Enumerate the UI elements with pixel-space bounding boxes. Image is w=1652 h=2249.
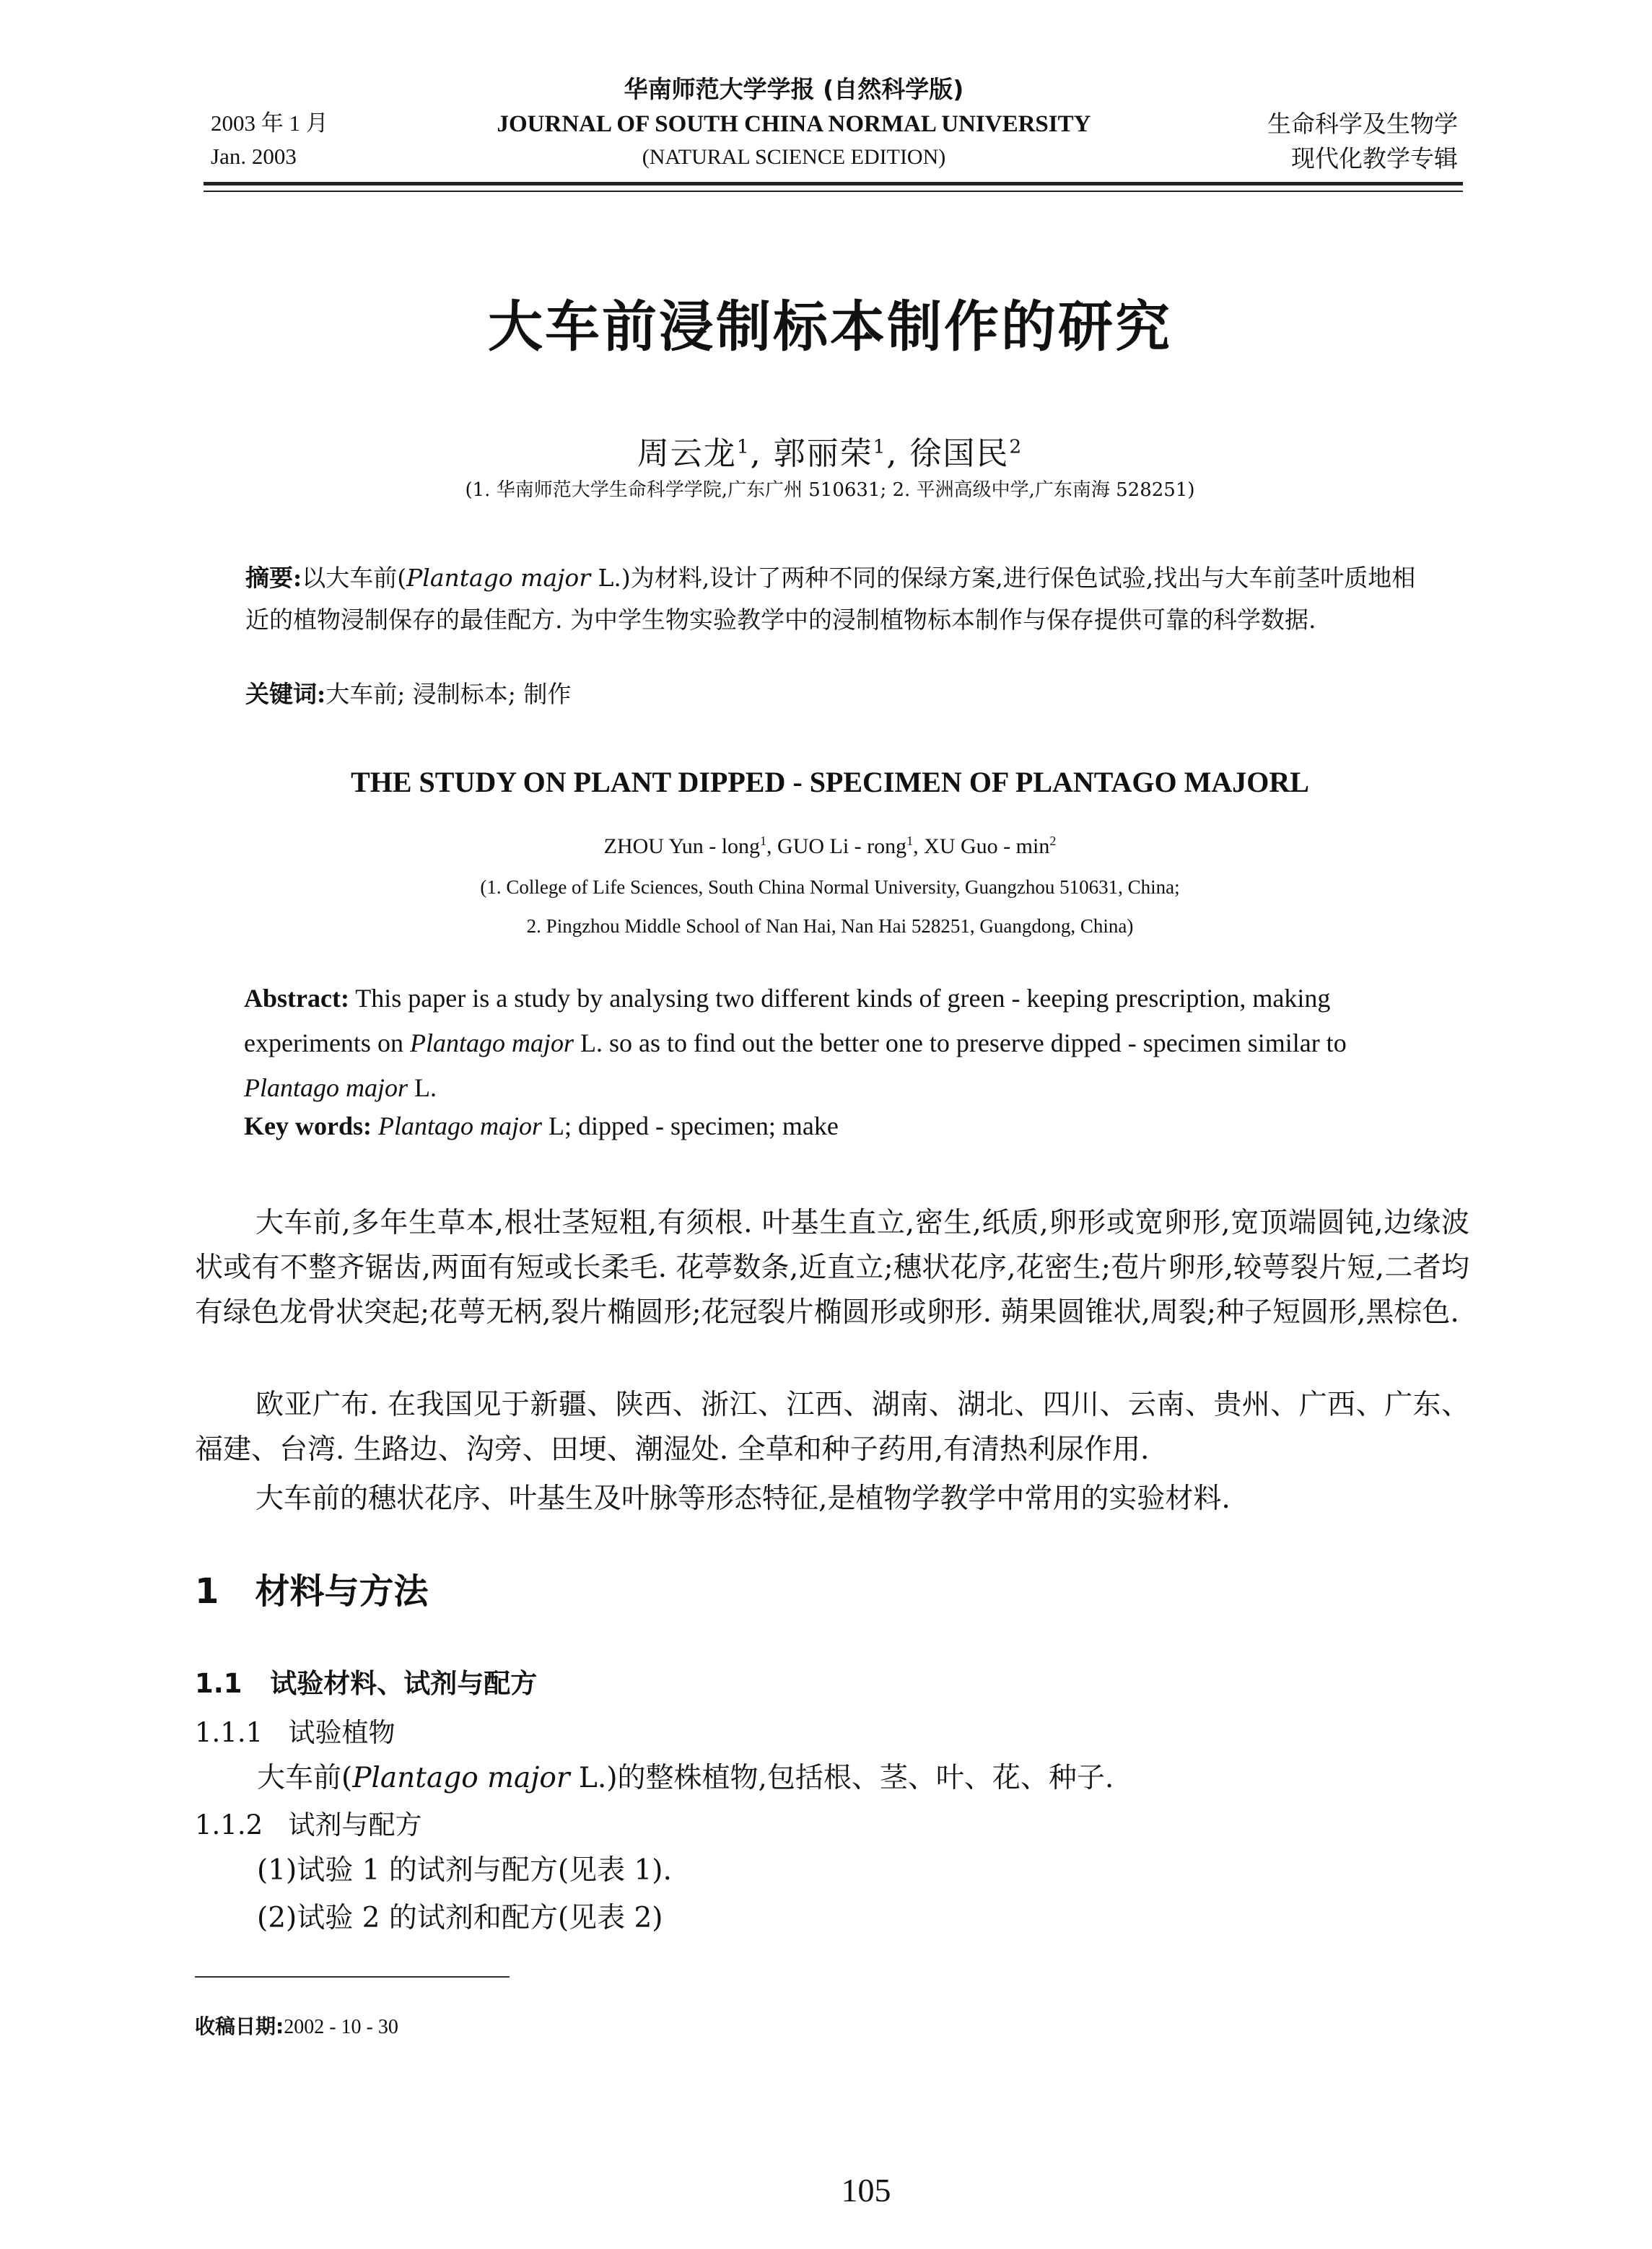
abstract-cn: [245, 557, 1429, 641]
keywords-cn: [245, 680, 1429, 709]
author-1: 周云龙: [637, 435, 737, 472]
keywords-en-label: Key words:: [244, 1112, 372, 1140]
plant-description: [257, 1755, 1114, 1796]
authors-cn: 周云龙$^1$, 郭丽荣$^1$, 徐国民$^2$: [637, 435, 1023, 472]
abstract-en-part3: L.: [408, 1073, 437, 1102]
section-1-1-title: 试验材料、试剂与配方: [270, 1668, 538, 1699]
author-3-sup: 2: [1009, 435, 1023, 458]
abstract-cn-label: 摘要:: [245, 564, 302, 592]
journal-name-en: JOURNAL OF SOUTH CHINA NORMAL UNIVERSITY: [497, 111, 1091, 137]
header-rule-thick: [204, 182, 1463, 185]
section-1-num: 1: [195, 1571, 219, 1612]
author-en-2: GUO Li - rong: [777, 834, 907, 858]
section-1-1-num: 1.1: [195, 1668, 242, 1699]
keywords-en-latin: Plantago major: [377, 1112, 542, 1140]
abstract-cn-text1: 以大车前(: [302, 564, 407, 592]
author-2-sup: 1: [873, 435, 887, 458]
header-date-en: Jan. 2003: [211, 144, 297, 169]
author-2: 郭丽荣: [773, 435, 873, 472]
header-rule-thin: [204, 191, 1463, 192]
body-paragraph-3: 大车前的穗状花序、叶基生及叶脉等形态特征,是植物学教学中常用的实验材料.: [255, 1482, 1231, 1515]
reagent-item-2: (2)试验 2 的试剂和配方(见表 2): [257, 1902, 663, 1934]
section-1-1-2-title: 试剂与配方: [288, 1809, 422, 1840]
plant-latin: Plantago major: [352, 1762, 570, 1794]
section-1-1-1-title: 试验植物: [288, 1717, 395, 1748]
abstract-cn-text2: L.)为材料,设计了两种不同的保绿方案,进行保色试验,找出与大车前茎叶质地相近的植物浸制保存的最佳配方. 为中学生物实验教学中的浸制植物标本制作与保存提供可靠的科学数据.: [245, 564, 1416, 634]
paper-title-en: THE STUDY ON PLANT DIPPED - SPECIMEN OF PLANTAGO MAJORL: [351, 766, 1309, 798]
abstract-en-part1: This paper is a study by analysing two different kinds of green - keeping prescription, making experiments on: [244, 984, 1331, 1057]
author-en-3: XU Guo - min: [924, 834, 1050, 858]
author-en-3-sup: 2: [1049, 834, 1057, 848]
header-date-cn: 2003 年 1 月: [211, 110, 328, 136]
section-1-1-2-heading: [195, 1803, 421, 1842]
header-date: [211, 107, 328, 173]
special-issue-line2: 现代化教学专辑: [1291, 144, 1458, 173]
keywords-cn-text: 大车前; 浸制标本; 制作: [325, 680, 572, 708]
footnote-date: 2002 - 10 - 30: [284, 2016, 398, 2038]
author-3: 徐国民: [909, 435, 1010, 472]
special-issue: [1227, 107, 1458, 176]
author-en-1-sup: 1: [760, 834, 767, 848]
journal-masthead: [433, 72, 1155, 173]
section-1-heading: [195, 1563, 429, 1613]
footnote-received-date: [195, 2011, 398, 2040]
paper-title-cn: 大车前浸制标本制作的研究: [488, 294, 1172, 359]
author-en-1: ZHOU Yun - long: [603, 834, 761, 858]
reagent-item-1: (1)试验 1 的试剂与配方(见表 1).: [257, 1854, 672, 1887]
journal-edition: (NATURAL SCIENCE EDITION): [642, 145, 946, 169]
keywords-en-text: L; dipped - specimen; make: [542, 1112, 839, 1140]
section-1-1-heading: [195, 1661, 537, 1700]
section-1-1-1-heading: [195, 1711, 395, 1750]
affiliation-en-2: 2. Pingzhou Middle School of Nan Hai, Nan Hai 528251, Guangdong, China): [526, 915, 1134, 937]
abstract-en-label: Abstract:: [244, 984, 349, 1013]
authors-en: ZHOU Yun - long$^1$, GUO Li - rong$^1$, XU Guo - $\min^2$: [603, 834, 1057, 858]
affiliations-cn: (1. 华南师范大学生命科学学院,广东广州 510631; 2. 平洲高级中学,广东南海 528251): [465, 479, 1195, 501]
author-1-sup: 1: [736, 435, 751, 458]
affiliation-en-1: (1. College of Life Sciences, South China Normal University, Guangzhou 510631, China;: [480, 876, 1180, 898]
keywords-cn-label: 关键词:: [245, 680, 326, 708]
abstract-en-latin2: Plantago major: [244, 1073, 408, 1102]
plant-text2: L.)的整株植物,包括根、茎、叶、花、种子.: [569, 1762, 1114, 1794]
author-en-2-sup: 1: [906, 834, 914, 848]
keywords-en: [244, 1112, 1435, 1140]
abstract-en: [244, 976, 1435, 1110]
page-number: 105: [841, 2172, 891, 2209]
body-paragraph-2: 欧亚广布. 在我国见于新疆、陕西、浙江、江西、湖南、湖北、四川、云南、贵州、广西、广东、福建、台湾. 生路边、沟旁、田埂、潮湿处. 全草和种子药用,有清热利尿作用.: [195, 1389, 1469, 1466]
journal-name-cn: 华南师范大学学报 (自然科学版): [624, 75, 964, 103]
section-1-1-1-num: 1.1.1: [195, 1717, 263, 1748]
section-1-title: 材料与方法: [255, 1571, 429, 1612]
footnote-rule: [195, 1976, 510, 1978]
section-1-1-2-num: 1.1.2: [195, 1809, 263, 1840]
plant-text1: 大车前(: [257, 1762, 353, 1794]
special-issue-line1: 生命科学及生物学: [1267, 110, 1458, 138]
abstract-cn-latin: Plantago major: [406, 564, 591, 592]
footnote-label: 收稿日期:: [195, 2014, 284, 2038]
body-paragraph-1: 大车前,多年生草本,根壮茎短粗,有须根. 叶基生直立,密生,纸质,卵形或宽卵形,宽顶端圆钝,边缘波状或有不整齐锯齿,两面有短或长柔毛. 花葶数条,近直立;穗状花序,花密生;苞片卵形,较萼裂片短,二者均有绿色龙骨状突起;花萼无柄,裂片椭圆形;花冠裂片椭圆形或卵形. 蒴果圆锥状,周裂;种子短圆形,黑棕色.: [195, 1207, 1469, 1329]
abstract-en-part2: L. so as to find out the better one to preserve dipped - specimen similar to: [573, 1029, 1347, 1057]
abstract-en-latin1: Plantago major: [409, 1029, 574, 1057]
